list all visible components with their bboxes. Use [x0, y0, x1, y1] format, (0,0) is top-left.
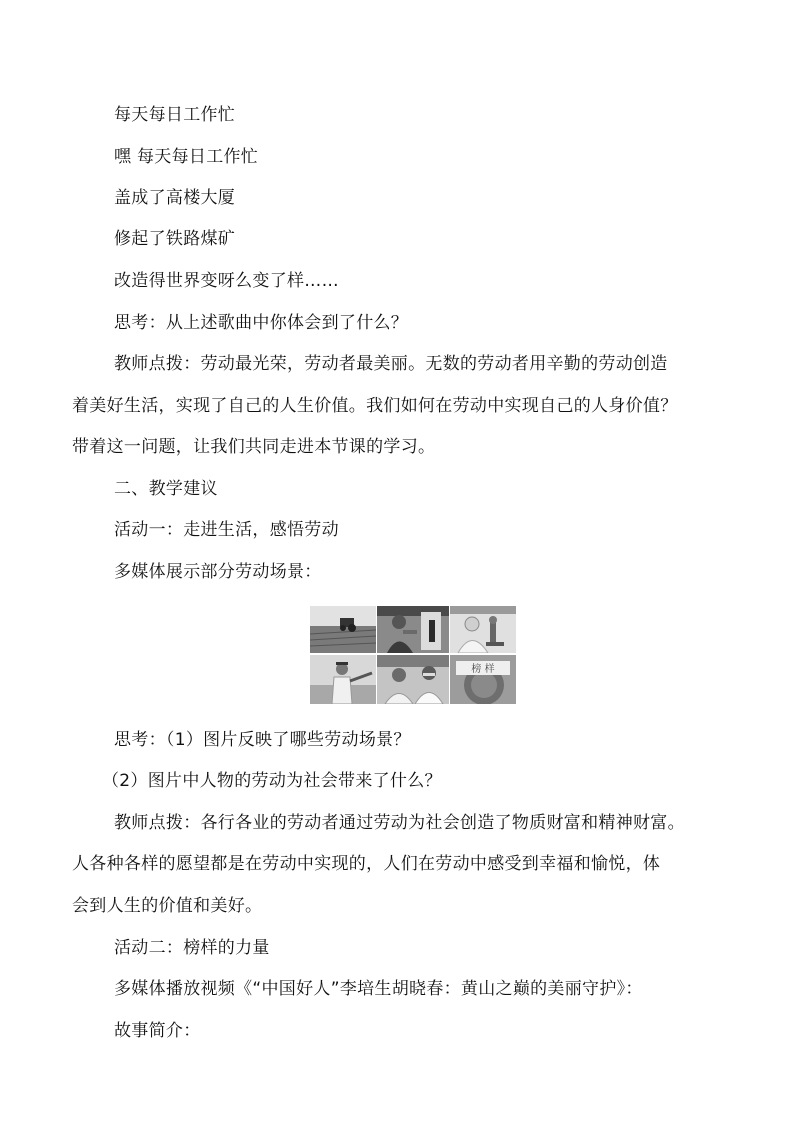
photo-traffic-police — [310, 655, 376, 704]
activity-2-heading: 活动二：榜样的力量 — [114, 938, 270, 958]
lyric-line-1: 每天每日工作忙 — [114, 105, 236, 125]
question-2: 思考：（1）图片反映了哪些劳动场景？ — [114, 730, 411, 750]
lyric-line-3: 盖成了高楼大厦 — [114, 188, 236, 208]
story-summary-label: 故事简介： — [114, 1021, 201, 1041]
teacher-note-1-line-3: 带着这一问题，让我们共同走进本节课的学习。 — [72, 437, 436, 457]
question-1: 思考：从上述歌曲中你体会到了什么？ — [114, 313, 409, 333]
photo-laboratory-researcher — [450, 606, 516, 653]
question-3: （2）图片中人物的劳动为社会带来了什么？ — [102, 771, 442, 791]
photo-industrial-worker — [377, 606, 449, 653]
teacher-note-2-line-3: 会到人生的价值和美好。 — [72, 896, 263, 916]
photo-role-model-sign — [450, 655, 516, 704]
lyric-line-4: 修起了铁路煤矿 — [114, 229, 236, 249]
labor-scenes-collage — [310, 606, 516, 704]
photo-doctors — [377, 655, 449, 704]
activity-1-heading: 活动一：走进生活，感悟劳动 — [114, 520, 339, 540]
teacher-note-1-line-1: 教师点拨：劳动最光荣，劳动者最美丽。无数的劳动者用辛勤的劳动创造 — [114, 354, 668, 374]
section-heading-2: 二、教学建议 — [114, 479, 218, 499]
photo-farm-tractor — [310, 606, 376, 653]
lyric-line-2: 嘿 每天每日工作忙 — [114, 147, 259, 167]
role-model-sign-text: 榜 样 — [471, 664, 495, 675]
video-intro: 多媒体播放视频《“中国好人”李培生胡晓春：黄山之巅的美丽守护》： — [114, 979, 643, 999]
multimedia-intro: 多媒体展示部分劳动场景： — [114, 562, 322, 582]
teacher-note-2-line-2: 人各种各样的愿望都是在劳动中实现的，人们在劳动中感受到幸福和愉悦，体 — [72, 854, 661, 874]
teacher-note-2-line-1: 教师点拨：各行各业的劳动者通过劳动为社会创造了物质财富和精神财富。 — [114, 813, 685, 833]
teacher-note-1-line-2: 着美好生活，实现了自己的人生价值。我们如何在劳动中实现自己的人身价值？ — [72, 396, 678, 416]
lyric-line-5: 改造得世界变呀么变了样…… — [114, 271, 339, 291]
